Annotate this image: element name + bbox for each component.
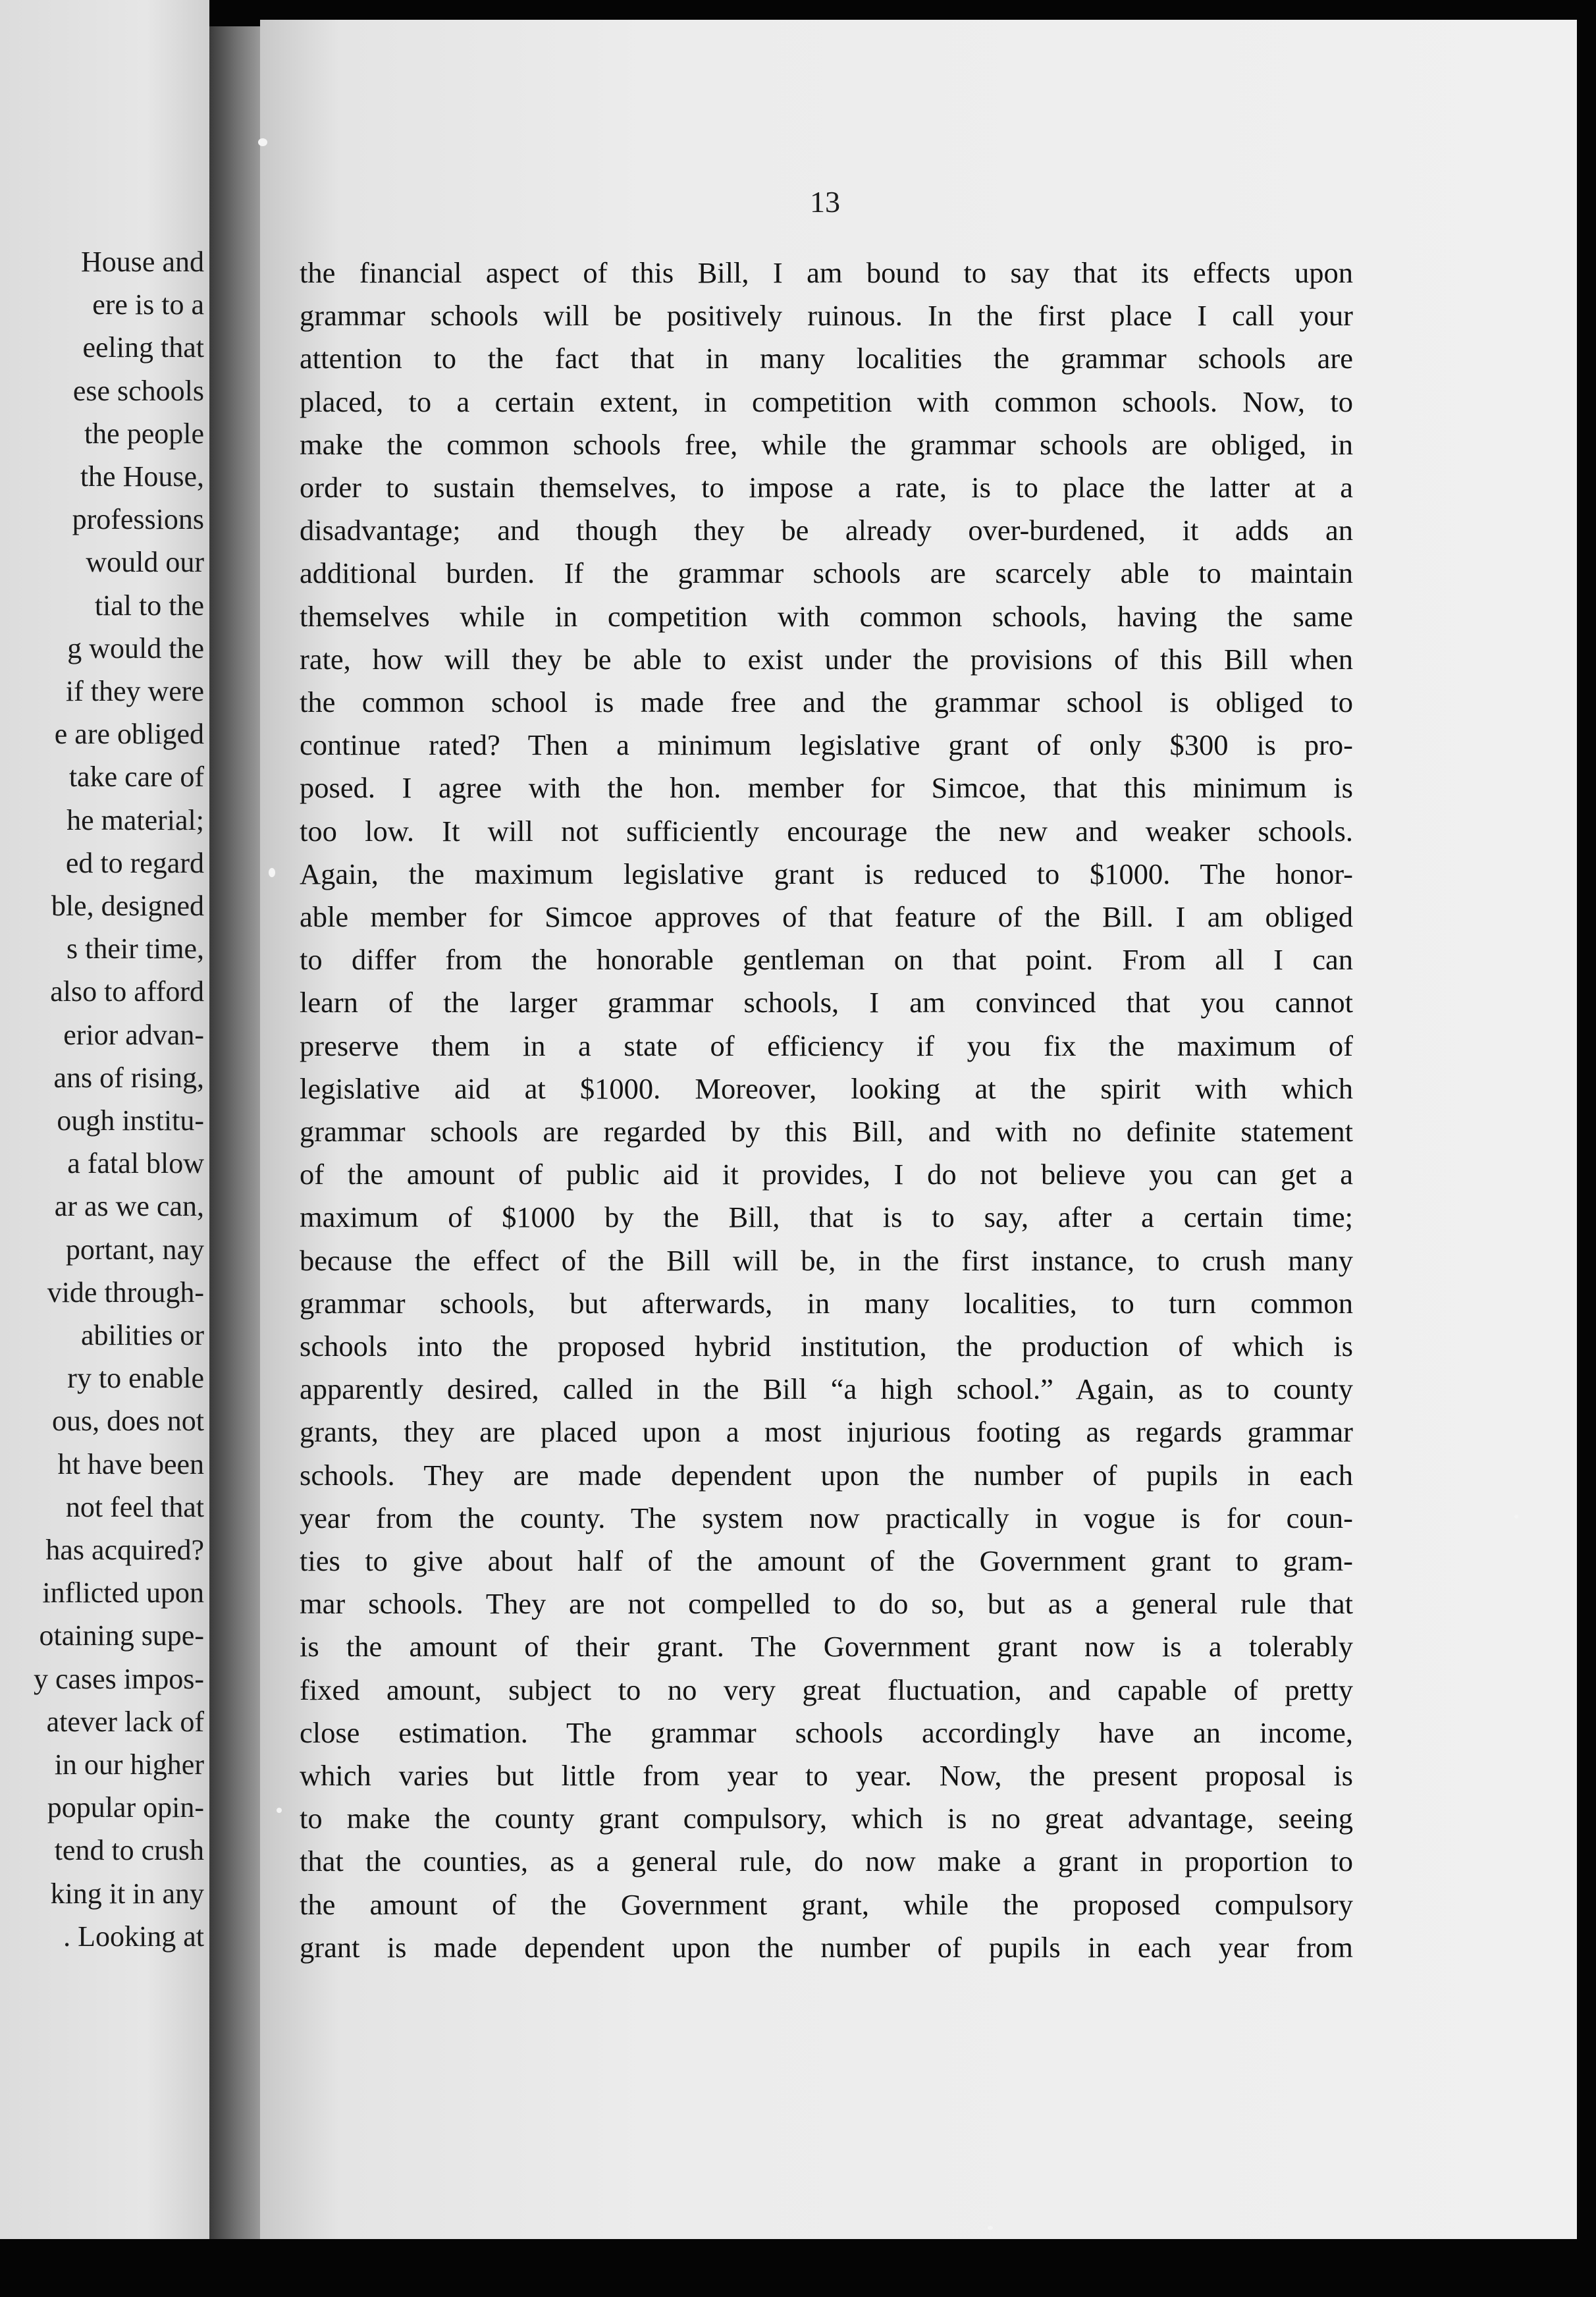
- body-line: too low. It will not sufficiently encourage the new and weaker schools.: [300, 814, 1353, 848]
- left-page-line: professions: [72, 503, 204, 536]
- body-line: to make the county grant compulsory, which is no great advantage, seeing: [300, 1802, 1353, 1835]
- left-page-line: y cases impos-: [33, 1662, 204, 1695]
- body-line: grammar schools, but afterwards, in many localities, to turn common: [300, 1286, 1353, 1320]
- body-line: apparently desired, called in the Bill “a high school.” Again, as to county: [300, 1372, 1353, 1406]
- left-page-line: would our: [86, 546, 204, 579]
- left-page-line: take care of: [68, 761, 204, 794]
- body-line: to differ from the honorable gentleman on that point. From all I can: [300, 943, 1353, 977]
- left-page-line: ble, designed: [51, 890, 204, 922]
- body-line: able member for Simcoe approves of that feature of the Bill. I am obliged: [300, 900, 1353, 933]
- left-page-line: inflicted upon: [42, 1577, 204, 1609]
- body-line: rate, how will they be able to exist under the provisions of this Bill when: [300, 642, 1353, 676]
- left-page-line: erior advan-: [63, 1018, 204, 1051]
- dust-speck: [988, 2226, 993, 2230]
- left-page-line: also to afford: [50, 975, 204, 1008]
- left-page-line: ough institu-: [57, 1104, 204, 1137]
- page-number: 13: [810, 185, 840, 219]
- left-page-line: otaining supe-: [39, 1619, 204, 1652]
- body-line: grant is made dependent upon the number of pupils in each year from: [300, 1930, 1353, 1964]
- left-page-line: g would the: [67, 632, 204, 664]
- left-page-line: the House,: [80, 460, 204, 493]
- left-page-line: House and: [81, 246, 204, 278]
- left-page-line: the people: [84, 417, 204, 450]
- body-line: preserve them in a state of efficiency if you fix the maximum of: [300, 1029, 1353, 1062]
- body-line: schools. They are made dependent upon the number of pupils in each: [300, 1458, 1353, 1492]
- body-line: that the counties, as a general rule, do now make a grant in proportion to: [300, 1845, 1353, 1878]
- left-page-line: abilities or: [81, 1319, 204, 1351]
- body-line: close estimation. The grammar schools accordingly have an income,: [300, 1716, 1353, 1749]
- left-page-line: in our higher: [54, 1748, 204, 1781]
- left-page-line: tend to crush: [54, 1834, 204, 1867]
- body-line: grants, they are placed upon a most injurious footing as regards grammar: [300, 1415, 1353, 1449]
- body-line: additional burden. If the grammar schools are scarcely able to maintain: [300, 556, 1353, 590]
- left-page-line: ar as we can,: [54, 1190, 204, 1223]
- body-line: continue rated? Then a minimum legislative grant of only $300 is pro-: [300, 728, 1353, 762]
- left-page-line: s their time,: [66, 932, 204, 965]
- body-line: attention to the fact that in many localities the grammar schools are: [300, 342, 1353, 375]
- left-page-line: popular opin-: [47, 1791, 204, 1824]
- dust-speck: [269, 868, 275, 877]
- body-line: the common school is made free and the grammar school is obliged to: [300, 686, 1353, 718]
- body-line: mar schools. They are not compelled to do so, but as a general rule that: [300, 1587, 1353, 1621]
- left-page-line: ere is to a: [92, 288, 204, 321]
- body-line: the amount of the Government grant, while the proposed compulsory: [300, 1887, 1353, 1921]
- left-page-line: ry to enable: [67, 1362, 204, 1395]
- left-page-line: vide through-: [47, 1276, 204, 1309]
- body-line: schools into the proposed hybrid institution, the production of which is: [300, 1330, 1353, 1363]
- dust-speck: [277, 1808, 282, 1813]
- body-line: Again, the maximum legislative grant is reduced to $1000. The honor-: [300, 857, 1353, 890]
- body-line: of the amount of public aid it provides, I do not believe you can get a: [300, 1158, 1353, 1191]
- body-line: because the effect of the Bill will be, in the first instance, to crush many: [300, 1243, 1353, 1277]
- body-line: maximum of $1000 by the Bill, that is to say, after a certain time;: [300, 1201, 1353, 1234]
- body-line: make the common schools free, while the grammar schools are obliged, in: [300, 427, 1353, 461]
- left-page-line: . Looking at: [63, 1920, 204, 1953]
- body-line: legislative aid at $1000. Moreover, looking at the spirit with which: [300, 1071, 1353, 1105]
- body-line: posed. I agree with the hon. member for Simcoe, that this minimum is: [300, 771, 1353, 805]
- left-page-line: a fatal blow: [67, 1147, 204, 1180]
- left-page-line: e are obliged: [54, 718, 204, 751]
- left-page-line: ed to regard: [65, 846, 204, 879]
- dust-speck: [258, 138, 267, 146]
- body-line: grammar schools will be positively ruinous. In the first place I call your: [300, 299, 1353, 333]
- left-page-line: ht have been: [57, 1447, 204, 1480]
- body-line: themselves while in competition with common schools, having the same: [300, 599, 1353, 633]
- body-line: learn of the larger grammar schools, I am convinced that you cannot: [300, 986, 1353, 1019]
- left-page-line: if they were: [65, 675, 204, 707]
- body-line: ties to give about half of the amount of the Government grant to gram-: [300, 1544, 1353, 1577]
- body-line: the financial aspect of this Bill, I am bound to say that its effects upon: [300, 256, 1353, 289]
- body-line: placed, to a certain extent, in competition with common schools. Now, to: [300, 385, 1353, 418]
- body-line: year from the county. The system now practically in vogue is for coun-: [300, 1501, 1353, 1534]
- left-page-line: ous, does not: [52, 1405, 204, 1438]
- left-page-line: has acquired?: [45, 1534, 204, 1566]
- left-page-line: eeling that: [82, 331, 204, 364]
- body-line: grammar schools are regarded by this Bill, and with no definite statement: [300, 1115, 1353, 1148]
- left-page-line: not feel that: [65, 1490, 204, 1523]
- left-page-line: ese schools: [72, 374, 204, 407]
- body-line: is the amount of their grant. The Government grant now is a tolerably: [300, 1630, 1353, 1663]
- left-page-line: ans of rising,: [53, 1061, 204, 1094]
- dust-speck: [1514, 1515, 1518, 1519]
- left-page-line: he material;: [66, 803, 204, 836]
- body-line: fixed amount, subject to no very great fluctuation, and capable of pretty: [300, 1673, 1353, 1706]
- left-page-line: portant, nay: [65, 1233, 204, 1266]
- left-page-line: king it in any: [50, 1877, 204, 1910]
- body-line: which varies but little from year to year. Now, the present proposal is: [300, 1759, 1353, 1792]
- left-page-line: atever lack of: [46, 1705, 204, 1738]
- left-facing-page: [0, 0, 209, 2239]
- left-page-line: tial to the: [94, 589, 204, 622]
- body-line: disadvantage; and though they be already over-burdened, it adds an: [300, 514, 1353, 547]
- body-line: order to sustain themselves, to impose a rate, is to place the latter at a: [300, 471, 1353, 504]
